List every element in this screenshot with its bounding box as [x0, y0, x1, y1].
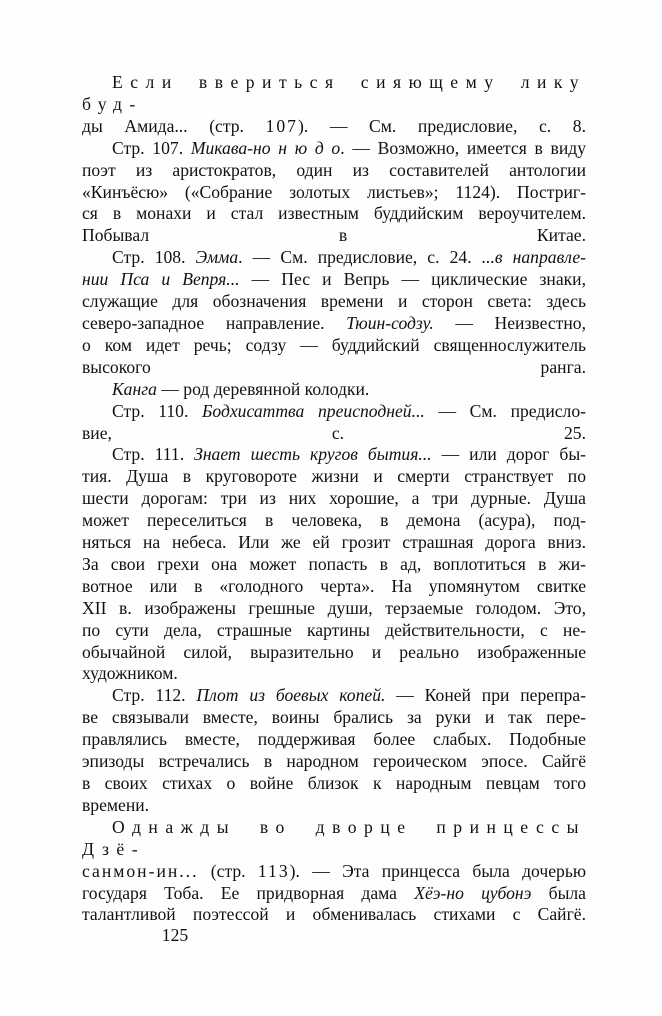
line: о ком идет речь; содзу — буддийский священнослужитель — [82, 334, 586, 355]
line: няться на небеса. Или же ей грозит страшная дорога вниз. — [82, 532, 586, 553]
line: Если ввериться сияющему лику буд- — [82, 72, 586, 114]
line: Стр. 108. Эмма. — См. предисловие, с. 24. ...в направле- — [112, 247, 586, 268]
line: Побывал в Китае. — [82, 225, 586, 246]
line: в своих стихах о войне близок к народным певцам того — [82, 773, 586, 793]
line: нии Пса и Вепря... — Пес и Вепрь — циклические знаки, — [82, 269, 586, 290]
para-emma — [82, 247, 586, 378]
para-kanga — [82, 379, 586, 401]
line: Стр. 110. Бодхисаттва преисподней... — См. предисло- — [112, 400, 586, 421]
line: поэт из аристократов, один из составителей антологии — [82, 159, 586, 180]
line: «Кинъёсю» («Собрание золотых листьев»; 1124). Постриг- — [82, 181, 586, 202]
line: государя Тоба. Ее придворная дама Хёэ-но цубонэ была — [82, 882, 586, 903]
line: правлялись вместе, поддерживая более слабых. Подобные — [82, 729, 586, 750]
page-number: 125 — [161, 925, 189, 945]
line: обычайной силой, выразительно и реально изображенные — [82, 641, 586, 662]
line: по сути дела, страшные картины действительности, с не- — [82, 619, 586, 640]
para-raft — [82, 685, 586, 816]
page-text — [82, 72, 586, 926]
line: Стр. 112. Плот из боевых копей. — Коней при перепра- — [112, 685, 586, 706]
line: ся в монахи и стал известным буддийским вероучителем. — [82, 203, 586, 224]
para-bodhisattva — [82, 401, 586, 445]
line: художником. — [82, 663, 178, 684]
line: XII в. изображены грешные души, терзаемые голодом. Это, — [82, 597, 586, 618]
line: времени. — [82, 794, 150, 815]
line: тия. Душа в круговороте жизни и смерти странствует по — [82, 466, 586, 487]
para-princess — [82, 817, 586, 927]
line: Однажды во дворце принцессы Дзё- — [82, 816, 586, 859]
para-mikava — [82, 138, 586, 248]
para-six-paths — [82, 444, 586, 685]
line: вотное или в «голодного черта». На упомянутом свитке — [82, 575, 586, 596]
line: санмон-ин... (стр. 113). — Эта принцесса была дочерью — [82, 860, 586, 881]
line: служащие для обозначения времени и сторон света: здесь — [82, 291, 586, 312]
line: эпизоды встречались в народном героическом эпосе. Сайгё — [82, 751, 586, 772]
line: шести дорогам: три из них хорошие, а три дурные. Душа — [82, 488, 586, 509]
line: Стр. 111. Знает шесть кругов бытия... — или дорог бы- — [112, 444, 586, 465]
line: высокого ранга. — [82, 356, 586, 377]
line: северо-западное направление. Тюин-содзу. — Неизвестно, — [82, 312, 586, 333]
line: ды Амида... (стр. 107). — См. предисловие, с. 8. — [82, 115, 586, 136]
line: талантливой поэтессой и обменивалась стихами с Сайгё. — [82, 904, 586, 925]
line: Стр. 107. Микава-но н ю д о. — Возможно, имеется в виду — [112, 137, 586, 158]
line: может переселиться в человека, в демона (асура), под- — [82, 510, 586, 531]
line: Канга — род деревянной колодки. — [112, 378, 370, 399]
line: ве связывали вместе, воины брались за руки и так пере- — [82, 707, 586, 728]
para-amida — [82, 72, 586, 138]
line: вие, с. 25. — [82, 422, 586, 443]
line: За свои грехи она может попасть в ад, воплотиться в жи- — [82, 553, 586, 574]
